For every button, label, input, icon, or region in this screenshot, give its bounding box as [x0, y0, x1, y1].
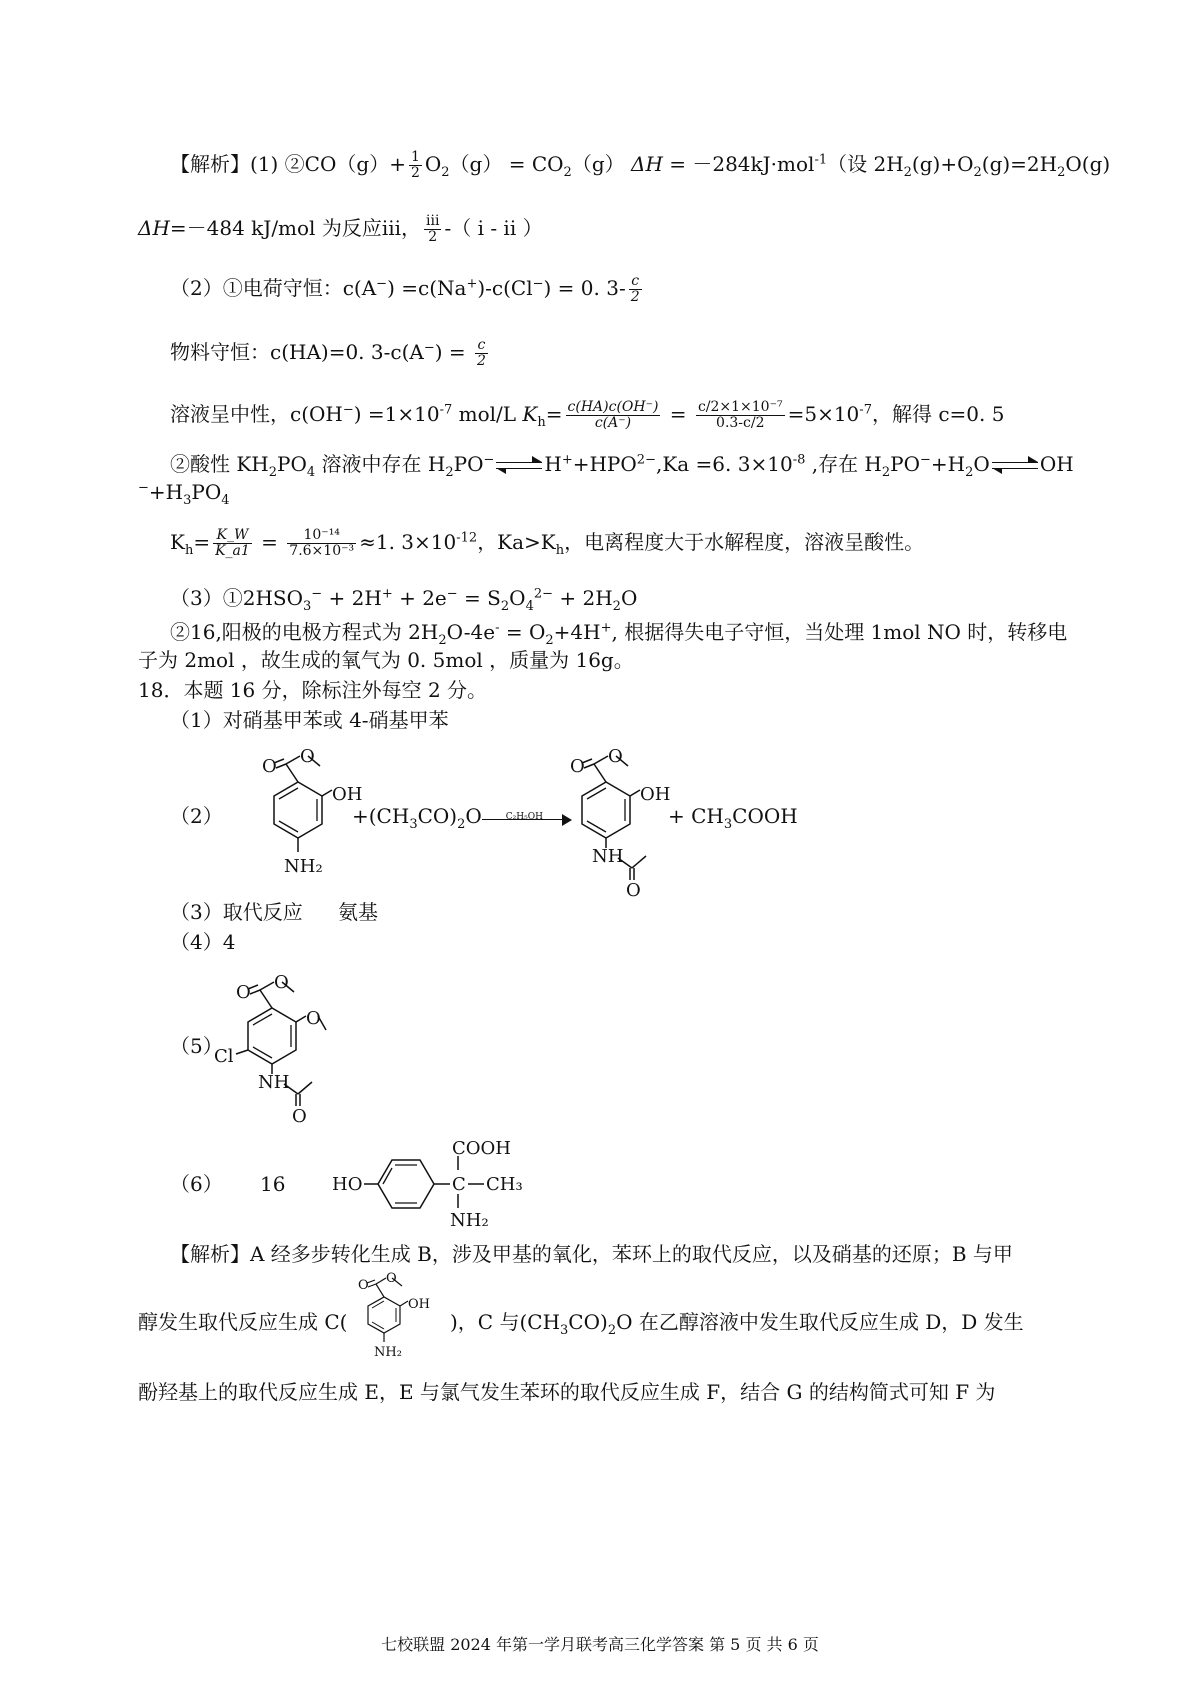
c-hydroxyl: OH [408, 1297, 430, 1312]
s5-methoxy-o: O [306, 1008, 321, 1029]
ester-o-label: O [300, 746, 315, 767]
answer-6-structure [332, 1138, 532, 1232]
amino-label: NH₂ [284, 856, 323, 877]
s5-chloro: Cl [214, 1046, 234, 1067]
answer-6-label: （6） [170, 1172, 223, 1196]
analysis-para-1: 【解析】A 经多步转化生成 B，涉及甲基的氧化，苯环上的取代反应，以及硝基的还原；B 与甲 [170, 1242, 1013, 1266]
kh-calc-line: $K_h=$ $\frac{K\_W}{K\_a1}$ = $\frac{\text{10⁻¹⁴}}{\text{7.6×10⁻³}}$ ≈1. $3\times 10^{-12}$，$Ka>K_h$，电离程度大于水解程度，溶液呈酸性。 [170, 527, 925, 559]
anode-line-cont: 子为 2mol ，故生成的氧气为 0. 5mol ，质量为 16g。 [138, 648, 634, 672]
charge-conservation-line: （2）①电荷守恒：c(A−) =c(Na+)-c(Cl−) = 0. 3- $\frac{c}{2}$ [170, 273, 640, 305]
equilibrium-arrow-2 [992, 459, 1038, 473]
analysis-line-1: 【解析】(1) ②CO（g）+ $\frac{1}{2}$ $O_2(g) = CO_2(g) \Delta H = -284kJ\cdot mol^{-1}$（设 $2H_2(g)+O_2(g)=2H_2O(g)$ [170, 149, 1111, 181]
c-amino: NH₂ [374, 1345, 402, 1360]
question-18-header: 18．本题 16 分，除标注外每空 2 分。 [138, 678, 488, 702]
fraction-iii: $\frac{\text{iii}}{2}$ [426, 213, 440, 245]
answer-3-label: （3）取代反应 [170, 900, 303, 924]
product-carbonyl-o: O [570, 756, 585, 777]
compound-c-structure [336, 1270, 446, 1370]
electrode-eq-line: $(3)①2HSO_3^- + 2H^+ + 2e^- = S_2O_4^{2-} + 2H_2O$ [170, 586, 638, 614]
carbonyl-o-label: O [262, 756, 277, 777]
anode-line: ②16,阳极的电极方程式为 $2H_2O-4e^- = O_2+4H^+$, 根据得失电子守恒，当处理 1mol NO 时，转移电 [170, 620, 1068, 648]
answer-5-label: （5） [170, 1034, 223, 1058]
fraction-half: $\frac{1}{2}$ [410, 149, 420, 181]
product-hydroxyl: OH [640, 784, 671, 805]
s5-ester-o: O [274, 972, 289, 993]
hydroxyl-label: OH [332, 784, 363, 805]
s6-cooh: COOH [452, 1138, 511, 1159]
answer-2-label: （2） [170, 804, 223, 828]
answer-4: （4）4 [170, 930, 236, 954]
reactant-structure [228, 746, 363, 882]
byproduct-text: + $CH_3COOH$ [668, 804, 798, 832]
analysis-line-2: ΔH=－484 kJ/mol 为反应iii， $\frac{\text{iii}}{2}$ -（ i - ii ） [138, 213, 543, 245]
acidity-line-cont: $^-+H_3PO_4$ [138, 480, 230, 508]
s5-amide-o: O [292, 1106, 307, 1127]
page-footer: 七校联盟 2024 年第一学月联考高三化学答案 第 5 页 共 6 页 [381, 1635, 819, 1654]
c-ester-o: O [386, 1271, 397, 1286]
equilibrium-arrow [496, 459, 542, 473]
fraction-c-half-2: $\frac{c}{2}$ [477, 337, 486, 369]
answer-3-group: 氨基 [338, 900, 378, 924]
product-structure [556, 716, 676, 901]
s6-ho: HO [332, 1174, 363, 1195]
s5-nh: NH [258, 1072, 290, 1093]
fraction-kw: $\frac{K\_W}{K\_a1}$ [215, 527, 250, 559]
analysis-para-3: 酚羟基上的取代反应生成 E，E 与氯气发生苯环的取代反应生成 F，结合 G 的结构简式可知 F 为 [138, 1380, 996, 1404]
s6-quaternary-c: C [452, 1174, 466, 1195]
analysis-para-2b: )，C 与$(CH_3CO)_2O$ 在乙醇溶液中发生取代反应生成 D，D 发生 [450, 1310, 1024, 1338]
acidity-line: ②酸性 $KH_2PO_4$ 溶液中存在 $H_2PO^-$ $H^++HPO^{2-},Ka =6$. $3\times 10^{-8}$ ,存在 $H_2PO^-+H_2O$ OH [170, 452, 1074, 480]
product-amide-o: O [626, 880, 641, 901]
s6-nh2: NH₂ [450, 1210, 489, 1231]
s6-ch3: CH₃ [486, 1174, 523, 1195]
material-conservation-line: 物料守恒：c(HA)=0. 3-c(A−) = $\frac{c}{2}$ [170, 337, 486, 369]
fraction-kh-values: $\frac{\text{c/2×1×10⁻⁷}}{0.3-c/2}$ [697, 399, 783, 431]
product-ester-o: O [608, 746, 623, 767]
answer-5-structure [208, 962, 348, 1127]
product-nh: NH [592, 846, 624, 867]
s5-carbonyl-o: O [236, 982, 251, 1003]
fraction-c-half: $\frac{c}{2}$ [630, 273, 640, 305]
answer-1: （1）对硝基甲苯或 4-硝基甲苯 [170, 708, 449, 732]
reaction-arrow: C₂H₅OH [482, 806, 574, 830]
neutral-solution-line: 溶液呈中性，$c(OH^-) =1\times 10^{-7}$ mol/L $K_h=$ $\frac{c(HA)c(OH^-)}{c(A^-)}$ = $\frac{\text{c/2×1×10⁻⁷}}{0.3-c/2}$ $=5\times 10^{-7}$，解得 c=0. 5 [170, 399, 1005, 431]
analysis-para-2a: 醇发生取代反应生成 C( [138, 1310, 348, 1334]
reagent-text: $+(CH_3CO)_2O$ C₂H₅OH [352, 804, 574, 830]
c-carbonyl-o: O [358, 1278, 369, 1293]
fraction-kh: $\frac{c(HA)c(OH^-)}{c(A^-)}$ [567, 399, 659, 431]
fraction-kw-values: $\frac{\text{10⁻¹⁴}}{\text{7.6×10⁻³}}$ [289, 527, 355, 559]
answer-6-count: 16 [260, 1172, 286, 1196]
